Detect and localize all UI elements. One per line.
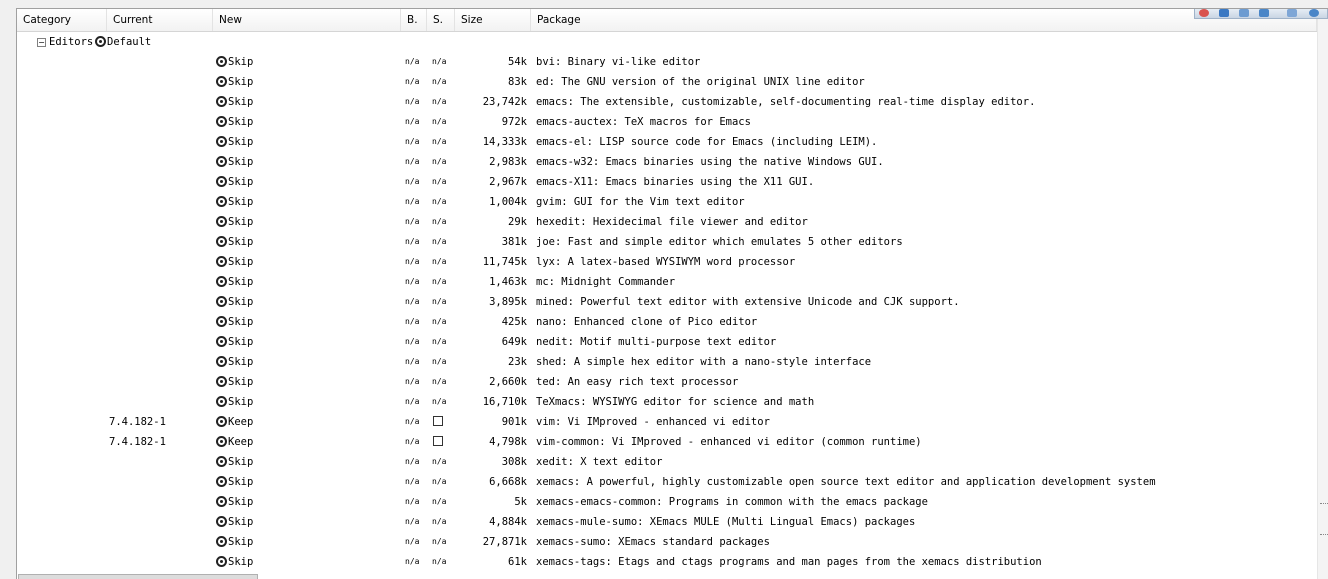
new-action-button[interactable] <box>216 432 253 452</box>
ime-logo-icon[interactable] <box>1199 9 1209 17</box>
new-action-button[interactable] <box>216 352 253 372</box>
binary-cell: n/a <box>405 117 420 126</box>
source-cell: n/a <box>432 397 447 406</box>
binary-cell: n/a <box>405 177 420 186</box>
table-row[interactable] <box>17 512 1317 532</box>
new-action-button[interactable] <box>216 392 253 412</box>
source-cell: n/a <box>432 137 447 146</box>
new-action-button[interactable] <box>216 212 253 232</box>
new-action-label: Skip <box>228 496 254 508</box>
package-description: emacs-el: LISP source code for Emacs (including LEIM). <box>536 136 878 148</box>
size-cell: 83k <box>508 76 527 88</box>
new-action-button[interactable] <box>216 532 253 552</box>
new-action-label: Skip <box>228 216 254 228</box>
column-header-bin[interactable]: B. <box>401 9 427 31</box>
cycle-icon <box>216 136 227 147</box>
category-label: Editors <box>49 36 94 48</box>
table-row[interactable] <box>17 372 1317 392</box>
binary-cell: n/a <box>405 517 420 526</box>
new-action-label: Skip <box>228 356 254 368</box>
ime-mode-icon[interactable] <box>1219 9 1229 17</box>
table-row[interactable] <box>17 472 1317 492</box>
source-cell: n/a <box>432 497 447 506</box>
package-description: bvi: Binary vi-like editor <box>536 56 701 68</box>
package-description: joe: Fast and simple editor which emulates 5 other editors <box>536 236 903 248</box>
cycle-icon <box>216 516 227 527</box>
cycle-icon <box>216 536 227 547</box>
new-action-label: Skip <box>228 116 254 128</box>
cycle-icon <box>216 116 227 127</box>
new-action-label: Skip <box>228 76 254 88</box>
table-row[interactable] <box>17 72 1317 92</box>
current-version: 7.4.182-1 <box>109 416 166 428</box>
source-cell: n/a <box>432 197 447 206</box>
package-description: vim-common: Vi IMproved - enhanced vi editor (common runtime) <box>536 436 922 448</box>
new-action-label: Skip <box>228 256 254 268</box>
cycle-icon <box>216 96 227 107</box>
cycle-icon <box>216 296 227 307</box>
new-action-button[interactable] <box>216 112 253 132</box>
package-description: nano: Enhanced clone of Pico editor <box>536 316 758 328</box>
table-row[interactable] <box>17 332 1317 352</box>
source-cell: n/a <box>432 317 447 326</box>
table-row[interactable] <box>17 172 1317 192</box>
binary-cell: n/a <box>405 377 420 386</box>
column-header-package[interactable]: Package <box>531 9 1317 31</box>
new-action-label: Skip <box>228 176 254 188</box>
size-cell: 54k <box>508 56 527 68</box>
table-row[interactable] <box>17 212 1317 232</box>
new-action-button[interactable] <box>216 72 253 92</box>
source-cell: n/a <box>432 77 447 86</box>
new-action-label: Skip <box>228 56 254 68</box>
size-cell: 649k <box>501 336 527 348</box>
new-action-label: Skip <box>228 236 254 248</box>
source-cell: n/a <box>432 357 447 366</box>
binary-cell: n/a <box>405 217 420 226</box>
cycle-icon <box>216 56 227 67</box>
package-description: xemacs-emacs-common: Programs in common with the emacs package <box>536 496 928 508</box>
package-description: vim: Vi IMproved - enhanced vi editor <box>536 416 770 428</box>
package-description: xemacs-tags: Etags and ctags programs and man pages from the xemacs distribution <box>536 556 1042 568</box>
binary-cell: n/a <box>405 197 420 206</box>
cycle-icon <box>95 36 106 47</box>
new-action-button[interactable] <box>216 252 253 272</box>
package-description: ted: An easy rich text processor <box>536 376 739 388</box>
size-cell: 61k <box>508 556 527 568</box>
binary-cell: n/a <box>405 457 420 466</box>
source-cell: n/a <box>432 157 447 166</box>
package-description: nedit: Motif multi-purpose text editor <box>536 336 777 348</box>
binary-cell: n/a <box>405 317 420 326</box>
column-header-src[interactable]: S. <box>427 9 455 31</box>
size-cell: 5k <box>514 496 527 508</box>
package-description: lyx: A latex-based WYSIWYM word processor <box>536 256 796 268</box>
package-description: mined: Powerful text editor with extensive Unicode and CJK support. <box>536 296 960 308</box>
new-action-button[interactable] <box>216 412 253 432</box>
new-action-button[interactable] <box>216 232 253 252</box>
cycle-icon <box>216 176 227 187</box>
source-cell: n/a <box>432 297 447 306</box>
binary-cell: n/a <box>405 137 420 146</box>
source-cell: n/a <box>432 377 447 386</box>
binary-cell: n/a <box>405 297 420 306</box>
new-action-label: Skip <box>228 476 254 488</box>
size-cell: 4,884k <box>489 516 527 528</box>
column-header-category[interactable]: Category <box>17 9 107 31</box>
package-description: xedit: X text editor <box>536 456 663 468</box>
size-cell: 16,710k <box>482 396 527 408</box>
size-cell: 901k <box>501 416 527 428</box>
new-action-label: Skip <box>228 136 254 148</box>
table-row[interactable] <box>17 292 1317 312</box>
binary-cell: n/a <box>405 417 420 426</box>
package-description: xemacs: A powerful, highly customizable open source text editor and application development system <box>536 476 1156 488</box>
table-row[interactable] <box>17 152 1317 172</box>
new-action-label: Skip <box>228 96 254 108</box>
new-action-label: Keep <box>228 416 254 428</box>
source-cell: n/a <box>432 217 447 226</box>
cycle-icon <box>216 76 227 87</box>
new-action-label: Skip <box>228 376 254 388</box>
package-rows <box>17 32 1317 572</box>
microphone-icon[interactable] <box>1309 9 1319 17</box>
table-row[interactable] <box>17 412 1317 432</box>
cycle-icon <box>216 216 227 227</box>
binary-cell: n/a <box>405 537 420 546</box>
cycle-icon <box>216 396 227 407</box>
new-action-button[interactable] <box>216 452 253 472</box>
cycle-icon <box>216 456 227 467</box>
source-cell: n/a <box>432 337 447 346</box>
table-row[interactable] <box>17 392 1317 412</box>
binary-cell: n/a <box>405 277 420 286</box>
source-cell: n/a <box>432 517 447 526</box>
size-cell: 23k <box>508 356 527 368</box>
binary-cell: n/a <box>405 477 420 486</box>
package-description: emacs-X11: Emacs binaries using the X11 GUI. <box>536 176 815 188</box>
cycle-icon <box>216 376 227 387</box>
new-action-label: Skip <box>228 276 254 288</box>
horizontal-scrollbar-thumb[interactable] <box>18 574 258 579</box>
size-cell: 11,745k <box>482 256 527 268</box>
source-checkbox[interactable] <box>433 416 443 426</box>
cycle-icon <box>216 256 227 267</box>
source-cell: n/a <box>432 257 447 266</box>
source-cell: n/a <box>432 97 447 106</box>
cycle-icon <box>216 316 227 327</box>
new-action-label: Skip <box>228 316 254 328</box>
new-action-button[interactable] <box>216 292 253 312</box>
package-description: xemacs-sumo: XEmacs standard packages <box>536 536 770 548</box>
new-action-button[interactable] <box>216 192 253 212</box>
table-row[interactable] <box>17 92 1317 112</box>
package-description: mc: Midnight Commander <box>536 276 676 288</box>
keyboard-icon[interactable] <box>1287 9 1297 17</box>
size-cell: 1,463k <box>489 276 527 288</box>
package-description: emacs-w32: Emacs binaries using the native Windows GUI. <box>536 156 884 168</box>
collapse-toggle-icon[interactable]: − <box>38 38 45 47</box>
size-cell: 2,983k <box>489 156 527 168</box>
cycle-icon <box>216 556 227 567</box>
package-description: hexedit: Hexidecimal file viewer and editor <box>536 216 808 228</box>
category-action[interactable] <box>95 32 151 52</box>
new-action-button[interactable] <box>216 132 253 152</box>
table-row[interactable] <box>17 112 1317 132</box>
table-row[interactable] <box>17 132 1317 152</box>
table-row[interactable] <box>17 252 1317 272</box>
package-description: emacs: The extensible, customizable, self-documenting real-time display editor. <box>536 96 1036 108</box>
size-cell: 2,660k <box>489 376 527 388</box>
cycle-icon <box>216 476 227 487</box>
new-action-label: Skip <box>228 156 254 168</box>
new-action-button[interactable] <box>216 512 253 532</box>
size-cell: 1,004k <box>489 196 527 208</box>
new-action-label: Skip <box>228 396 254 408</box>
binary-cell: n/a <box>405 557 420 566</box>
cycle-icon <box>216 496 227 507</box>
binary-cell: n/a <box>405 337 420 346</box>
source-checkbox[interactable] <box>433 436 443 446</box>
binary-cell: n/a <box>405 77 420 86</box>
binary-cell: n/a <box>405 237 420 246</box>
new-action-button[interactable] <box>216 372 253 392</box>
new-action-button[interactable] <box>216 472 253 492</box>
cycle-icon <box>216 276 227 287</box>
new-action-button[interactable] <box>216 552 253 572</box>
category-row-editors[interactable] <box>17 32 1317 52</box>
table-row[interactable] <box>17 272 1317 292</box>
new-action-button[interactable] <box>216 172 253 192</box>
new-action-button[interactable] <box>216 492 253 512</box>
cycle-icon <box>216 436 227 447</box>
source-cell: n/a <box>432 557 447 566</box>
new-action-button[interactable] <box>216 332 253 352</box>
binary-cell: n/a <box>405 357 420 366</box>
new-action-button[interactable] <box>216 52 253 72</box>
size-cell: 27,871k <box>482 536 527 548</box>
new-action-label: Skip <box>228 196 254 208</box>
column-header-current[interactable]: Current <box>107 9 213 31</box>
table-row[interactable] <box>17 352 1317 372</box>
category-action-label: Default <box>107 36 152 48</box>
ime-punct-icon[interactable] <box>1239 9 1249 17</box>
cycle-icon <box>216 336 227 347</box>
table-row[interactable] <box>17 452 1317 472</box>
ime-width-icon[interactable] <box>1259 9 1269 17</box>
table-row[interactable] <box>17 552 1317 572</box>
package-list <box>16 8 1328 579</box>
package-description: TeXmacs: WYSIWYG editor for science and math <box>536 396 815 408</box>
size-cell: 425k <box>501 316 527 328</box>
cycle-icon <box>216 236 227 247</box>
size-cell: 4,798k <box>489 436 527 448</box>
cycle-icon <box>216 416 227 427</box>
source-cell: n/a <box>432 477 447 486</box>
new-action-button[interactable] <box>216 312 253 332</box>
new-action-button[interactable] <box>216 92 253 112</box>
size-cell: 308k <box>501 456 527 468</box>
source-cell: n/a <box>432 537 447 546</box>
binary-cell: n/a <box>405 157 420 166</box>
binary-cell: n/a <box>405 97 420 106</box>
table-row[interactable] <box>17 532 1317 552</box>
size-cell: 14,333k <box>482 136 527 148</box>
table-row[interactable] <box>17 232 1317 252</box>
vertical-scrollbar[interactable] <box>1317 9 1328 579</box>
binary-cell: n/a <box>405 497 420 506</box>
table-row[interactable] <box>17 192 1317 212</box>
size-cell: 2,967k <box>489 176 527 188</box>
size-cell: 972k <box>501 116 527 128</box>
current-version: 7.4.182-1 <box>109 436 166 448</box>
source-cell: n/a <box>432 177 447 186</box>
size-cell: 3,895k <box>489 296 527 308</box>
package-description: gvim: GUI for the Vim text editor <box>536 196 745 208</box>
package-description: ed: The GNU version of the original UNIX line editor <box>536 76 865 88</box>
table-row[interactable] <box>17 492 1317 512</box>
new-action-button[interactable] <box>216 272 253 292</box>
new-action-label: Skip <box>228 456 254 468</box>
scrollbar-grip[interactable] <box>1320 503 1328 535</box>
source-cell: n/a <box>432 117 447 126</box>
source-cell: n/a <box>432 57 447 66</box>
table-row[interactable] <box>17 52 1317 72</box>
binary-cell: n/a <box>405 257 420 266</box>
package-description: shed: A simple hex editor with a nano-style interface <box>536 356 872 368</box>
binary-cell: n/a <box>405 397 420 406</box>
table-row[interactable] <box>17 312 1317 332</box>
new-action-label: Skip <box>228 556 254 568</box>
size-cell: 23,742k <box>482 96 527 108</box>
source-cell: n/a <box>432 277 447 286</box>
table-row[interactable] <box>17 432 1317 452</box>
new-action-button[interactable] <box>216 152 253 172</box>
new-action-label: Keep <box>228 436 254 448</box>
cycle-icon <box>216 156 227 167</box>
size-cell: 29k <box>508 216 527 228</box>
cycle-icon <box>216 356 227 367</box>
binary-cell: n/a <box>405 437 420 446</box>
language-toolbar <box>1194 9 1328 19</box>
column-header-bar <box>17 9 1317 32</box>
size-cell: 6,668k <box>489 476 527 488</box>
source-cell: n/a <box>432 237 447 246</box>
column-header-size[interactable]: Size <box>455 9 531 31</box>
package-description: xemacs-mule-sumo: XEmacs MULE (Multi Lingual Emacs) packages <box>536 516 916 528</box>
new-action-label: Skip <box>228 296 254 308</box>
new-action-label: Skip <box>228 336 254 348</box>
new-action-label: Skip <box>228 516 254 528</box>
package-description: emacs-auctex: TeX macros for Emacs <box>536 116 751 128</box>
source-cell: n/a <box>432 457 447 466</box>
new-action-label: Skip <box>228 536 254 548</box>
binary-cell: n/a <box>405 57 420 66</box>
size-cell: 381k <box>501 236 527 248</box>
column-header-new[interactable]: New <box>213 9 401 31</box>
cycle-icon <box>216 196 227 207</box>
